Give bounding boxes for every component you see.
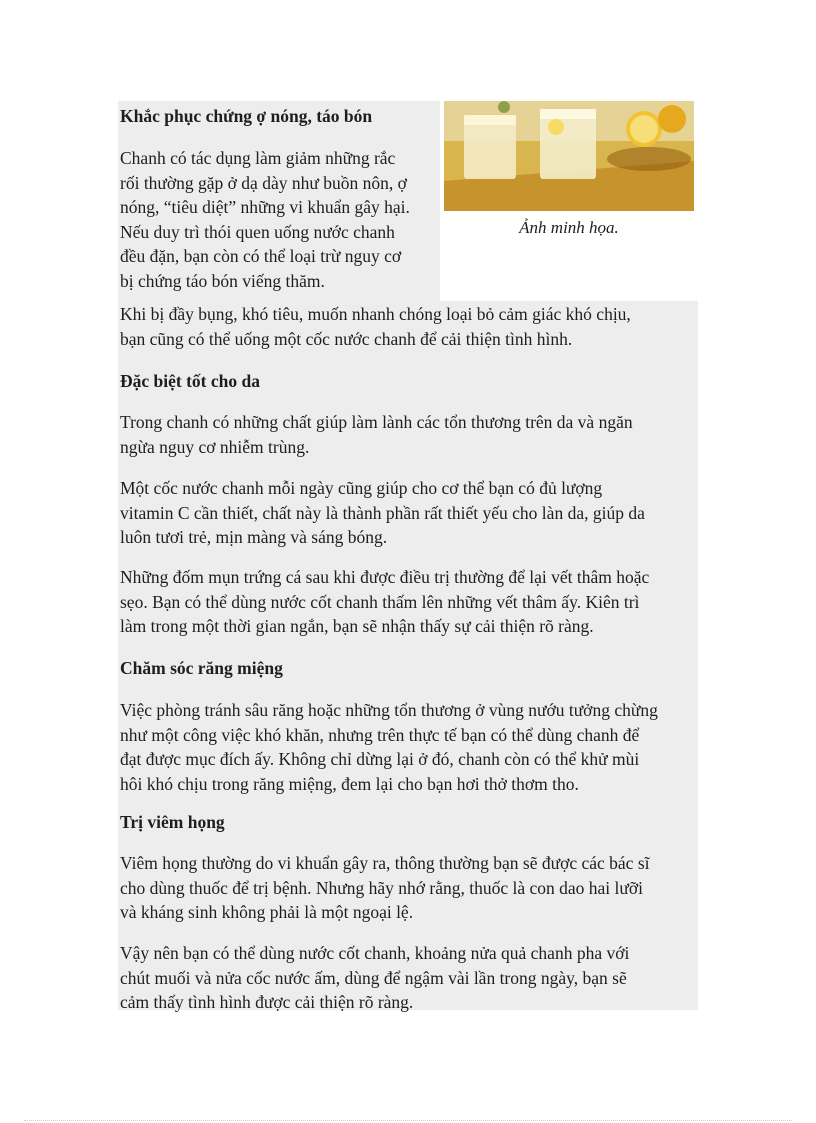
- lemonade-photo: [444, 101, 694, 211]
- paragraph-s4-p2: [120, 941, 698, 1015]
- page-bottom-divider: [24, 1120, 792, 1121]
- text-line: sẹo. Bạn có thể dùng nước cốt chanh thấm lên những vết thâm ấy. Kiên trì: [120, 591, 640, 612]
- text-line: cho dùng thuốc để trị bệnh. Nhưng hãy nhớ rằng, thuốc là con dao hai lưỡi: [120, 877, 643, 898]
- heading-heartburn-constipation: Khắc phục chứng ợ nóng, táo bón: [120, 106, 373, 126]
- text-line: luôn tươi trẻ, mịn màng và sáng bóng.: [120, 527, 388, 547]
- text-line: Trong chanh có những chất giúp làm lành các tổn thương trên da và ngăn: [120, 412, 633, 432]
- text-line: và kháng sinh không phải là một ngoại lệ.: [120, 902, 414, 922]
- text-line: Chanh có tác dụng làm giảm những rắc: [120, 148, 396, 168]
- text-line: rối thường gặp ở dạ dày như buồn nôn, ợ: [120, 172, 407, 193]
- text-line: Vậy nên bạn có thể dùng nước cốt chanh, khoảng nửa quả chanh pha với: [120, 943, 630, 963]
- text-line: Viêm họng thường do vi khuẩn gây ra, thông thường bạn sẽ được các bác sĩ: [120, 853, 650, 873]
- figure-caption: Ảnh minh họa.: [519, 218, 619, 237]
- heading-sore-throat: Trị viêm họng: [120, 812, 225, 832]
- paragraph-s2-p1: [120, 410, 698, 459]
- lemonade-glasses-icon: [444, 101, 694, 211]
- paragraph-s2-p2: [120, 476, 698, 550]
- text-line: làm trong một thời gian ngắn, bạn sẽ nhận thấy sự cải thiện rõ ràng.: [120, 616, 594, 636]
- text-line: nóng, “tiêu diệt” những vi khuẩn gây hại.: [120, 197, 410, 217]
- heading-dental-care: Chăm sóc răng miệng: [120, 658, 283, 678]
- heading-good-for-skin: Đặc biệt tốt cho da: [120, 371, 260, 391]
- text-line: Một cốc nước chanh mỗi ngày cũng giúp cho cơ thể bạn có đủ lượng: [120, 478, 603, 498]
- text-line: ngừa nguy cơ nhiễm trùng.: [120, 436, 310, 457]
- text-line: hôi khó chịu trong răng miệng, đem lại cho bạn hơi thở thơm tho.: [120, 773, 579, 794]
- text-line: Việc phòng tránh sâu răng hoặc những tổn thương ở vùng nướu tưởng chừng: [120, 700, 658, 720]
- paragraph-s2-p3: [120, 565, 698, 639]
- text-line: Những đốm mụn trứng cá sau khi được điều trị thường để lại vết thâm hoặc: [120, 567, 650, 587]
- text-line: bạn cũng có thể uống một cốc nước chanh để cải thiện tình hình.: [120, 328, 573, 349]
- text-line: chút muối và nửa cốc nước ấm, dùng để ngậm vài lần trong ngày, bạn sẽ: [120, 967, 627, 988]
- text-line: Khi bị đầy bụng, khó tiêu, muốn nhanh chóng loại bỏ cảm giác khó chịu,: [120, 304, 631, 324]
- text-line: đạt được mục đích ấy. Không chỉ dừng lại ở đó, chanh còn có thể khử mùi: [120, 749, 640, 769]
- paragraph-s1-p1: [120, 146, 430, 293]
- text-line: cảm thấy tình hình được cải thiện rõ ràng.: [120, 992, 414, 1012]
- text-line: bị chứng táo bón viếng thăm.: [120, 270, 325, 291]
- paragraph-s3-p1: [120, 698, 698, 796]
- text-line: vitamin C cần thiết, chất này là thành phần rất thiết yếu cho làn da, giúp da: [120, 502, 645, 523]
- text-line: như một công việc khó khăn, nhưng trên thực tế bạn có thể dùng chanh để: [120, 724, 640, 745]
- paragraph-s1-p2: [120, 302, 698, 351]
- text-line: Nếu duy trì thói quen uống nước chanh: [120, 221, 395, 242]
- text-line: đều đặn, bạn còn có thể loại trừ nguy cơ: [120, 246, 402, 266]
- paragraph-s4-p1: [120, 851, 698, 925]
- illustration-figure: [444, 101, 694, 239]
